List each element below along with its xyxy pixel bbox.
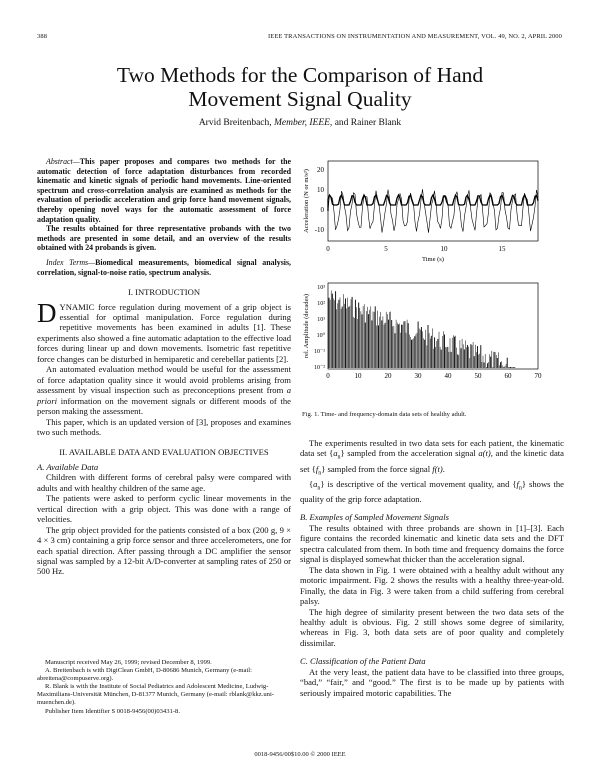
- classification-paragraph-1: At the very least, the patient data have to be classified into three groups, “bad,” “fair,” and “good.” The first is to be made up by patients with seriously impaired motoric capabilities. The: [300, 666, 564, 698]
- intro-paragraph-1: YNAMIC force regulation during movement of a grip object is essential for optimal manipulation. Force regulation during repetitive movements has been examined in adults [1]. These experiments also showed a fine automatic adaptation to the effective load forces during linear up and down movements. Isometric fast repetitive force changes can be disturbed in hemiparetic and cerebellar patients [2].: [37, 301, 291, 364]
- figure-1-plots: [300, 155, 564, 405]
- examples-paragraph-1: The results obtained with three probands are shown in [1]–[3]. Each figure contains the recorded kinematic and kinetic data sets and the DFT spectra calculated from them. In both time and frequency domains the force signal is displayed somewhat thicker than the acceleration signal.: [300, 522, 564, 565]
- index-terms-label: Index Terms—: [46, 257, 96, 267]
- top-xlabel: Time (s): [422, 256, 444, 263]
- text: .: [442, 463, 445, 474]
- bottom-xtick: 20: [384, 372, 392, 380]
- page-number: 388: [37, 33, 48, 40]
- bottom-ytick: 10⁻²: [314, 365, 325, 371]
- text: } shows the quality of the grip force adaptation.: [300, 478, 564, 504]
- abstract-label: Abstract—: [46, 157, 80, 166]
- intro-italic: a priori: [37, 385, 291, 406]
- running-header: IEEE TRANSACTIONS ON INSTRUMENTATION AND MEASUREMENT, VOL. 49, NO. 2, APRIL 2000: [268, 33, 562, 40]
- var: f: [516, 478, 519, 489]
- copyright-footer: 0018-9456/00$10.00 © 2000 IEEE: [254, 751, 346, 758]
- bottom-ytick: 10⁰: [316, 333, 325, 339]
- time-domain-plot: [303, 161, 538, 263]
- time-plot-frame: [328, 161, 538, 241]
- figure-caption: Fig. 1. Time- and frequency-domain data sets of healthy adult.: [302, 411, 467, 418]
- subsection-heading-c: C. Classification of the Patient Data: [300, 656, 426, 667]
- footnote-identifier: Publisher Item Identifier S 0018-9456(00)03431-8.: [45, 707, 180, 715]
- text: {: [309, 478, 314, 489]
- data-paragraph-1: Children with different forms of cerebral palsy were compared with adults and with healthy children of the same age.: [37, 472, 291, 493]
- bottom-xtick: 60: [504, 372, 512, 380]
- intro-paragraph-2a: An automated evaluation method would be useful for the assessment of force adaptation quality since it would avoid problems arising from assessment by visual inspection such as preconceptions present from: [37, 364, 291, 396]
- abstract-text-2: The results obtained for three representative probands with the two methods are presented in some detail, and an overview of the results obtained with 24 probands is given.: [37, 224, 291, 253]
- footnotes: [37, 659, 291, 716]
- top-ytick: -10: [314, 226, 324, 234]
- var: f(t): [432, 463, 443, 474]
- text: } sampled from the acceleration signal: [340, 448, 479, 459]
- top-ytick: 20: [317, 166, 324, 174]
- section-heading-intro: I. INTRODUCTION: [127, 287, 201, 298]
- top-xtick: 0: [326, 245, 330, 253]
- bottom-xtick: 50: [474, 372, 482, 380]
- text: , and the kinetic data set {: [300, 448, 564, 474]
- bottom-ytick: 10⁻¹: [314, 349, 325, 355]
- top-xtick: 5: [384, 245, 388, 253]
- var: a(t): [478, 448, 491, 459]
- force-trace: [328, 195, 538, 211]
- author-name: Arvid Breitenbach,: [198, 118, 274, 128]
- top-xtick: 15: [498, 245, 506, 253]
- frequency-domain-plot: [303, 283, 542, 380]
- text: } sampled from the force signal: [321, 463, 433, 474]
- index-terms-text: Biomedical measurements, biomedical signal analysis, correlation, signal-to-noise ratio, spectrum analysis.: [37, 257, 291, 277]
- bottom-ytick: 10¹: [317, 317, 325, 323]
- index-terms: [37, 258, 291, 277]
- top-ytick: 10: [317, 186, 324, 194]
- data-paragraph-3: The grip object provided for the patients consisted of a box (200 g, 9 × 4 × 3 cm) containing a grip force sensor and three accelerometers, one for each spatial direction. After passing through a DC amplifier the sensor signal was sampled by a 12-bit A/D-converter at sampling rates of 250 or 500 Hz.: [37, 524, 291, 577]
- drop-cap: D: [37, 297, 57, 328]
- bottom-xtick: 0: [326, 372, 330, 380]
- section-heading-data: II. AVAILABLE DATA AND EVALUATION OBJECTIVES: [59, 447, 269, 458]
- abstract: [37, 157, 291, 253]
- var: f: [315, 463, 319, 474]
- footnote-received: Manuscript received May 26, 1999; revised December 8, 1999.: [45, 659, 212, 666]
- bottom-ylabel: rel. Amplitude (decades): [303, 293, 310, 359]
- right-column: The experiments resulted in two data sets for each patient, the kinematic data set $\{a_n\}$ sampled from the acceleration signal a(t), and the kinetic data set $\{f_n\}$ sampled from the force signal f(t). $\{a_n\}$ is descriptive of the vertical movement quality, and $\{f_n\}$ shows the quality of the grip force adaptation. B. Examples of Sampled Movement Signals The results obtained with three probands are shown in [1]–[3]. Each figure contains the recorded kinematic and kinetic data sets and the DFT spectra calculated from them. In both time and frequency domains the force signal is displayed somewhat thicker than the acceleration signal. The data shown in Fig. 1 were obtained with a healthy adult without any motoric impairment. Fig. 2 shows the results with a healthy three-year-old. Finally, the data in Fig. 3 were taken from a child suffering from cerebral palsy. The high degree of similarity present between the two data sets of the healthy adult is obvious. Fig. 2 still shows some degree of similarity, whereas in Fig. 3, both data sets are of poor quality and completely dissimilar. C. Classification of the Patient Data At the very least, the patient data have to be classified into three groups, “bad,” “fair,” and “good.” The first is to be made up by patients with seriously impaired motoric capabilities. The: [300, 438, 564, 698]
- bottom-xtick: 70: [534, 372, 542, 380]
- author-membership: Member, IEEE,: [274, 118, 333, 128]
- var: a: [333, 448, 338, 459]
- intro-paragraph-2b: information on the movement signals or different moods of the person making the assessment.: [37, 395, 291, 417]
- paper-title-line-2: Movement Signal Quality: [188, 87, 412, 111]
- abstract-text: This paper proposes and compares two methods for the automatic detection of force adaptation disturbances from recorded kinematic and kinetic signals of periodic hand movements. Line-oriented spectrum and cross-correlation analysis are examined as methods for the evaluation of periodic acceleration and grip force hand movement signals, thereby opening novel ways for the automatic assessment of force adaptation quality.: [37, 157, 291, 224]
- data-paragraph-2: The patients were asked to perform cyclic linear movements in the vertical direction with a grip object. This was done with a range of velocities.: [37, 493, 291, 525]
- freq-plot-frame: [328, 283, 538, 369]
- left-column: [37, 157, 291, 577]
- author-name-2: and Rainer Blank: [332, 118, 402, 128]
- author-line: [0, 118, 600, 128]
- top-ylabel: Acceleration (N or m/s²): [303, 169, 310, 233]
- bottom-ytick: 10³: [317, 285, 325, 291]
- top-ytick: 0: [320, 206, 324, 214]
- bottom-xtick: 10: [354, 372, 362, 380]
- figure-1: [300, 155, 564, 418]
- bottom-xtick: 40: [444, 372, 452, 380]
- subsection-heading-b: B. Examples of Sampled Movement Signals: [300, 512, 449, 523]
- spectrum-lines: [329, 290, 515, 368]
- examples-paragraph-2: The data shown in Fig. 1 were obtained with a healthy adult without any motoric impairment. Fig. 2 shows the results with a healthy three-year-old. Finally, the data in Fig. 3 were taken from a child suffering from cerebral palsy.: [300, 564, 564, 607]
- footnote-author-2: R. Blank is with the Institute of Social Pediatrics and Adolescent Medicine, Ludwig-Maximilians-Universität München, D-81377 Munich, Germany (e-mail: rblank@kkz.uni-muenchen.de).: [37, 683, 274, 707]
- paper-title-line-1: Two Methods for the Comparison of Hand: [116, 63, 484, 87]
- intro-paragraph-3: This paper, which is an updated version of [3], proposes and examines two such methods.: [37, 416, 291, 438]
- var: a: [313, 478, 318, 489]
- bottom-ytick: 10²: [317, 301, 325, 307]
- top-xtick: 10: [440, 245, 448, 253]
- bottom-xtick: 30: [414, 372, 422, 380]
- footnote-author-1: A. Breitenbach is with DigiClean GmbH, D-80686 Munich, Germany (e-mail: abreitena@compuserve.org).: [37, 667, 252, 683]
- examples-paragraph-3: The high degree of similarity present between the two data sets of the healthy adult is obvious. Fig. 2 still shows some degree of similarity, whereas in Fig. 3, both data sets are of poor quality and completely dissimilar.: [300, 606, 564, 648]
- text: The experiments resulted in two data sets for each patient, the kinematic data set {: [300, 438, 564, 459]
- text: } is descriptive of the vertical movement quality, and {: [320, 478, 517, 489]
- subsection-heading-a: A. Available Data: [37, 461, 99, 472]
